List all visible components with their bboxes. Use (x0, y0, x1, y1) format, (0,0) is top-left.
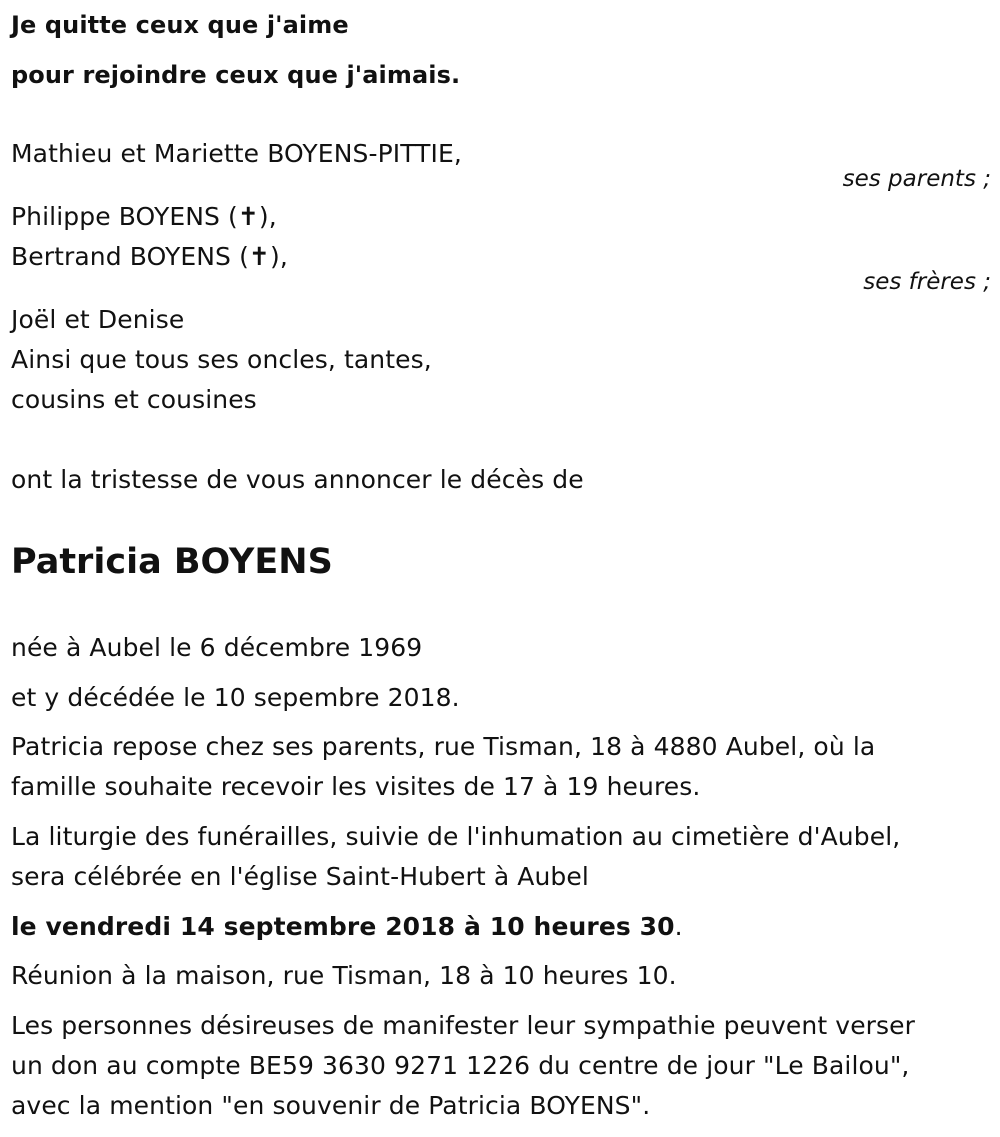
birth-info: née à Aubel le 6 décembre 1969 (11, 633, 423, 662)
ceremony-date: le vendredi 14 septembre 2018 à 10 heures 30 (11, 912, 675, 941)
liturgy-line-1: La liturgie des funérailles, suivie de l'inhumation au cimetière d'Aubel, (11, 822, 901, 851)
rest-line-1: Patricia repose chez ses parents, rue Tisman, 18 à 4880 Aubel, où la (11, 732, 876, 761)
rest-line-2: famille souhaite recevoir les visites de 17 à 19 heures. (11, 772, 701, 801)
meeting-info: Réunion à la maison, rue Tisman, 18 à 10 heures 10. (11, 961, 677, 990)
donation-line-2: un don au compte BE59 3630 9271 1226 du centre de jour "Le Bailou", (11, 1051, 910, 1080)
death-info: et y décédée le 10 sepembre 2018. (11, 683, 460, 712)
parents-role: ses parents ; (842, 166, 991, 192)
quote-line-2: pour rejoindre ceux que j'aimais. (11, 61, 461, 89)
brothers-role: ses frères ; (863, 269, 991, 295)
brother-1: Philippe BOYENS (✝), (11, 202, 277, 231)
relatives-line-2: Ainsi que tous ses oncles, tantes, (11, 345, 432, 374)
quote-line-1: Je quitte ceux que j'aime (11, 11, 349, 39)
ceremony-date-line (11, 912, 683, 942)
parents-names: Mathieu et Mariette BOYENS-PITTIE, (11, 139, 462, 168)
brother-2: Bertrand BOYENS (✝), (11, 242, 288, 271)
donation-line-3: avec la mention "en souvenir de Patricia BOYENS". (11, 1091, 651, 1120)
announcement-text: ont la tristesse de vous annoncer le décès de (11, 465, 584, 494)
relatives-line-3: cousins et cousines (11, 385, 257, 414)
donation-line-1: Les personnes désireuses de manifester leur sympathie peuvent verser (11, 1011, 916, 1040)
relatives-line-1: Joël et Denise (11, 305, 185, 334)
deceased-name: Patricia BOYENS (11, 542, 333, 582)
liturgy-line-2: sera célébrée en l'église Saint-Hubert à Aubel (11, 862, 589, 891)
ceremony-date-period: . (674, 912, 683, 941)
